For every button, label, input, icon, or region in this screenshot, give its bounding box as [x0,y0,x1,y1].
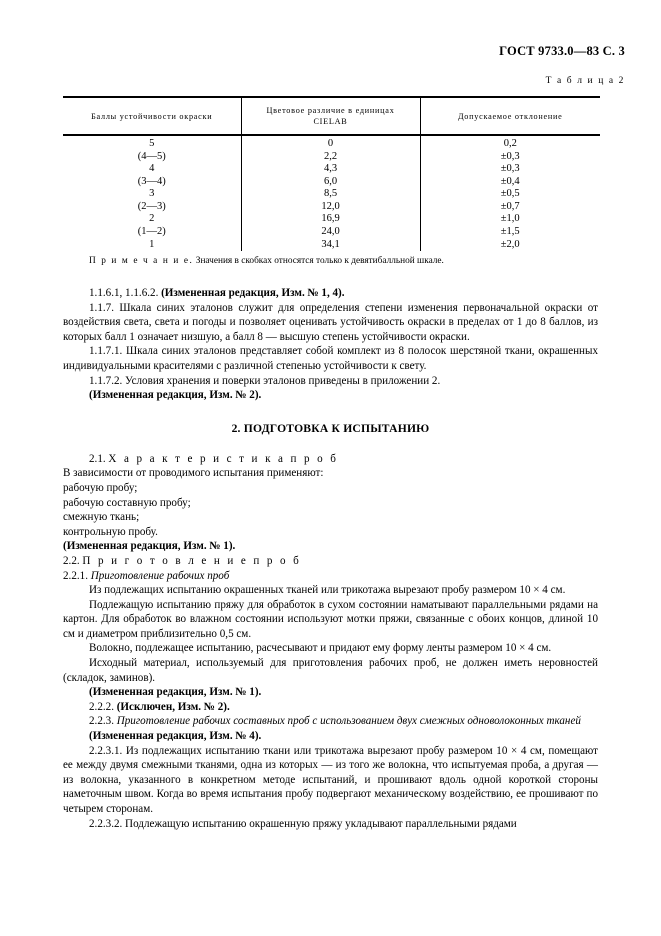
cell-score: 3 [149,188,155,200]
paragraph-2-2-3-2: 2.2.3.2. Подлежащую испытанию окрашенную пряжу укладывают параллельными рядами [89,817,517,830]
cell-score: (4—5) [137,150,166,162]
paragraph-fibre-preparation: Волокно, подлежащее испытанию, расчесывают и придают ему форму ленты размером 10 × 4 см. [89,642,552,655]
table-row [63,176,600,189]
cell-tolerance: ±1,5 [420,226,600,239]
table-header-row [63,97,600,135]
list-item-adjacent-fabric: смежную ткань; [63,511,140,524]
standards-table [63,96,600,251]
column-header-color-difference [241,97,420,135]
paragraph-1-1-6 [18,286,643,301]
table-row [63,239,600,252]
table-caption: Т а б л и ц а 2 [545,76,625,86]
paragraph-1-1-7-2: 1.1.7.2. Условия хранения и поверки эталонов приведены в приложении 2. [89,374,441,387]
cell-tolerance: ±0,5 [420,188,600,201]
clause-number: 1.1.6.1, 1.1.6.2. [89,287,162,299]
cell-tolerance: ±0,3 [420,163,600,176]
cell-color-difference: 8,5 [241,188,420,201]
cell-tolerance: ±0,3 [420,151,600,164]
cell-score: 2 [149,213,155,225]
cell-tolerance: ±0,7 [420,201,600,214]
table-note [89,256,589,267]
revision-note: (Измененная редакция, Изм. № 1). [63,540,236,553]
clause-title: Приготовление рабочих составных проб с использованием двух смежных одноволоконных тканей [116,715,581,728]
section-heading-2: 2. ПОДГОТОВКА К ИСПЫТАНИЮ [231,421,430,435]
table-row [63,135,600,151]
table-row [63,151,600,164]
cell-tolerance: 0,2 [420,135,600,151]
paragraph-2-2-2 [18,700,643,715]
cell-color-difference: 6,0 [241,176,420,189]
list-item-composite-sample: рабочую составную пробу; [63,496,191,509]
paragraph-2-2-1 [18,569,643,584]
cell-score: (2—3) [137,200,166,212]
table-row [63,188,600,201]
cell-tolerance: ±0,4 [420,176,600,189]
cell-color-difference: 12,0 [241,201,420,214]
paragraph-2-1 [18,452,643,467]
cell-tolerance: ±1,0 [420,213,600,226]
table-row [63,201,600,214]
table-row [63,163,600,176]
cell-color-difference: 24,0 [241,226,420,239]
cell-color-difference: 2,2 [241,151,420,164]
list-item-working-sample: рабочую пробу; [63,481,138,494]
cell-score: 5 [149,138,155,150]
cell-score: (1—2) [137,225,166,237]
paragraph-2-2-1-text: Из подлежащих испытанию окрашенных тканей или трикотажа вырезают пробу размером 10 × 4 см. [89,584,566,597]
cell-score: 1 [149,238,155,250]
cell-color-difference: 0 [241,135,420,151]
paragraph-1-1-7: 1.1.7. Шкала синих эталонов служит для определения степени изменения первоначальной окраски от воздействия света, света и погоды и позволяет оценивать устойчивость окраски в пределах от 1 до 8 баллов, из которых балл 1 означает низшую, а балл 8 — высшую степень устойчивости окраски. [63,301,598,343]
cell-score: 4 [149,163,155,175]
table-note-text: Значения в скобках относятся только к девятибалльной шкале. [193,256,444,266]
column-header-tolerance: Допускаемое отклонение [420,97,600,135]
paragraph-source-material: Исходный материал, используемый для приготовления рабочих проб, не должен иметь неровностей (складок, заминов). [63,657,598,684]
paragraph-2-2-3 [18,714,643,729]
clause-number: 2.2.1. [63,569,91,582]
table-row [63,213,600,226]
revision-note: (Измененная редакция, Изм. № 1). [89,686,262,699]
clause-title: Х а р а к т е р и с т и к а п р о б [108,452,339,465]
paragraph-2-1-intro: В зависимости от проводимого испытания применяют: [63,467,324,480]
revision-note: (Измененная редакция, Изм. № 4). [89,730,262,743]
table-row [63,226,600,239]
table-container [63,96,600,251]
clause-number: 2.2.2. [89,700,117,713]
paragraph-revision-izm-2 [18,388,643,403]
clause-title: П р и г о т о в л е н и е п р о б [82,554,302,567]
table-body [63,135,600,251]
column-header-color-difference-line2: CIELAB [313,117,348,127]
revision-note: (Исключен, Изм. № 2). [116,700,230,713]
table-note-label: П р и м е ч а н и е. [89,256,194,266]
cell-color-difference: 16,9 [241,213,420,226]
paragraph-revision-izm-4 [18,729,643,744]
document-body [18,286,643,831]
cell-score: (3—4) [137,175,166,187]
table-head [63,97,600,135]
running-head: ГОСТ 9733.0—83 С. 3 [499,44,625,58]
cell-tolerance: ±2,0 [420,239,600,252]
list-item-control-sample: контрольную пробу. [63,525,158,538]
revision-note: (Измененная редакция, Изм. № 1, 4). [161,287,345,299]
revision-note: (Измененная редакция, Изм. № 2). [89,389,262,402]
cell-color-difference: 4,3 [241,163,420,176]
paragraph-2-2 [18,554,643,569]
clause-number: 2.2. [63,554,83,567]
paragraph-revision-izm-1-a [18,539,643,554]
paragraph-1-1-7-1: 1.1.7.1. Шкала синих эталонов представляет собой комплект из 8 полосок шерстяной ткани, окрашенных индивидуальными красителями с различной степенью устойчивости к свету. [63,345,598,372]
cell-color-difference: 34,1 [241,239,420,252]
paragraph-yarn-preparation: Подлежащую испытанию пряжу для обработок в сухом состоянии наматывают параллельными рядами на картон. Для обработок во влажном состоянии используют мотки пряжи, связанные с обоих концов, длиной 10 см и диаметром приблизительно 0,5 см. [63,598,598,640]
column-header-score: Баллы устойчивости окраски [63,97,241,135]
column-header-color-difference-line1: Цветовое различие в единицах [266,106,395,115]
clause-title: Приготовление рабочих проб [90,569,230,582]
clause-number: 2.2.3. [89,715,117,728]
clause-number: 2.1. [89,452,109,465]
paragraph-2-2-3-1: 2.2.3.1. Из подлежащих испытанию ткани или трикотажа вырезают пробу размером 10 × 4 см, помещают ее между двумя смежными тканями, одна из которых — из того же волокна, что испытуемая проба, а другая — из волокна, указанного в конкретном методе испытаний, и прошивают вдоль одной короткой стороны наметочным швом. Когда во время испытания пробу подвергают механическому воздействию, ее прошивают по четырем сторонам. [63,744,598,815]
paragraph-revision-izm-1-b [18,685,643,700]
